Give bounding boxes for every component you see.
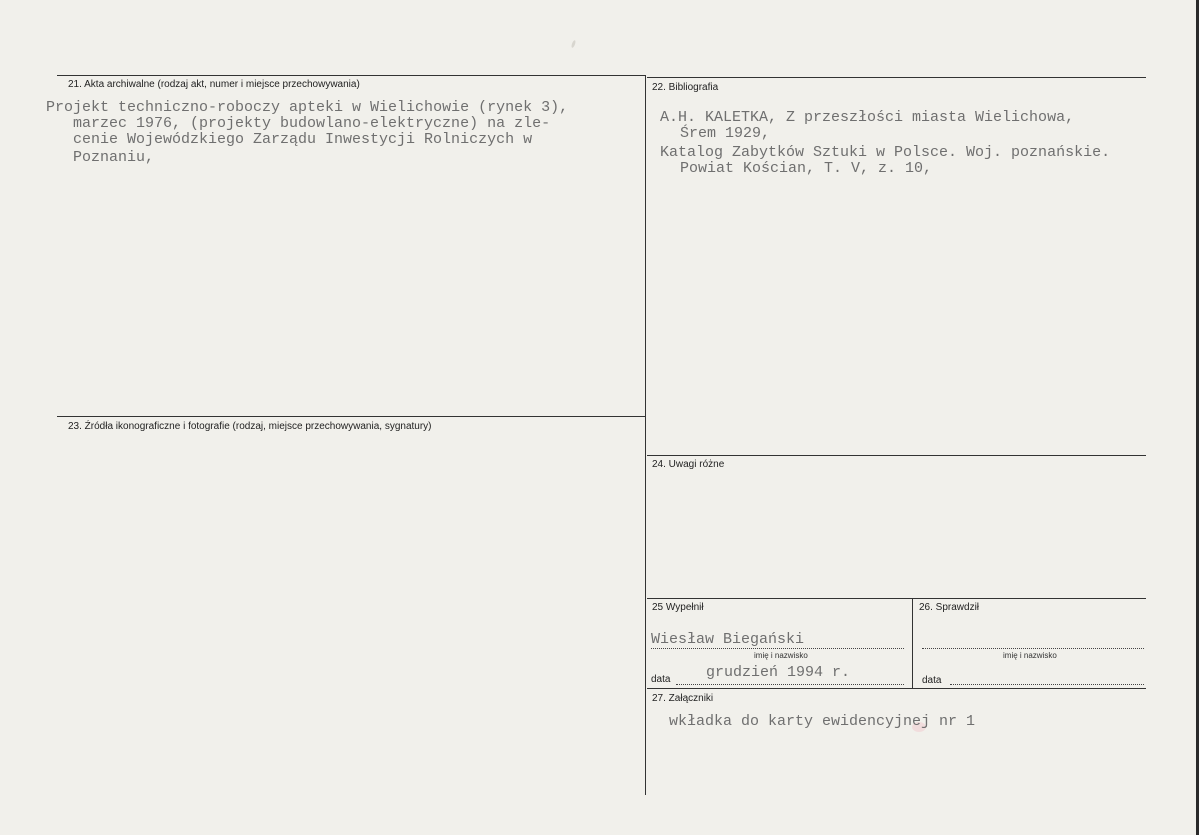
- field-26-label: 26. Sprawdził: [919, 602, 980, 613]
- field-24-label: 24. Uwagi różne: [652, 459, 725, 470]
- field-23-label: 23. Źródła ikonograficzne i fotografie (rodzaj, miejsce przechowywania, sygnatury): [68, 421, 432, 432]
- field-26-name-line: [922, 648, 1144, 649]
- top-rule-left: [57, 75, 645, 76]
- field-21-line-2: marzec 1976, (projekty budowlano-elektryczne) na zle-: [73, 115, 551, 132]
- field-26-name-caption: imię i nazwisko: [1003, 651, 1057, 660]
- field-25-name-caption: imię i nazwisko: [754, 651, 808, 660]
- rule-21-23: [57, 416, 645, 417]
- rule-22-24: [647, 455, 1146, 456]
- field-21-line-4: Poznaniu,: [73, 149, 155, 166]
- field-26-date-line: [950, 684, 1144, 685]
- field-25-date-line: [676, 684, 904, 685]
- field-26-date-label: data: [922, 675, 942, 686]
- field-22-line-3: Katalog Zabytków Sztuki w Polsce. Woj. poznańskie.: [660, 144, 1111, 161]
- center-divider: [645, 75, 646, 795]
- top-rule-right: [647, 77, 1146, 78]
- field-22-line-2: Śrem 1929,: [680, 125, 771, 142]
- divider-25-26: [912, 598, 913, 688]
- field-27-label: 27. Załączniki: [652, 693, 714, 704]
- rule-25-27: [647, 688, 1146, 689]
- field-22-label: 22. Bibliografia: [652, 82, 719, 93]
- field-25-label: 25 Wypełnił: [652, 602, 704, 613]
- field-25-date-label: data: [651, 674, 671, 685]
- field-22-line-4: Powiat Kościan, T. V, z. 10,: [680, 160, 933, 177]
- field-21-line-3: cenie Wojewódzkiego Zarządu Inwestycji Rolniczych w: [73, 131, 533, 148]
- field-25-name: Wiesław Biegański: [651, 631, 805, 648]
- field-25-date: grudzień 1994 r.: [706, 664, 851, 681]
- field-22-line-1: A.H. KALETKA, Z przeszłości miasta Wielichowa,: [660, 109, 1075, 126]
- rule-24-25: [647, 598, 1146, 599]
- paper-speck: [571, 40, 577, 49]
- field-25-name-line: [651, 648, 904, 649]
- field-21-label: 21. Akta archiwalne (rodzaj akt, numer i miejsce przechowywania): [68, 79, 360, 90]
- field-21-line-1: Projekt techniczno-roboczy apteki w Wielichowie (rynek 3),: [46, 99, 569, 116]
- field-27-text: wkładka do karty ewidencyjnej nr 1: [669, 713, 976, 730]
